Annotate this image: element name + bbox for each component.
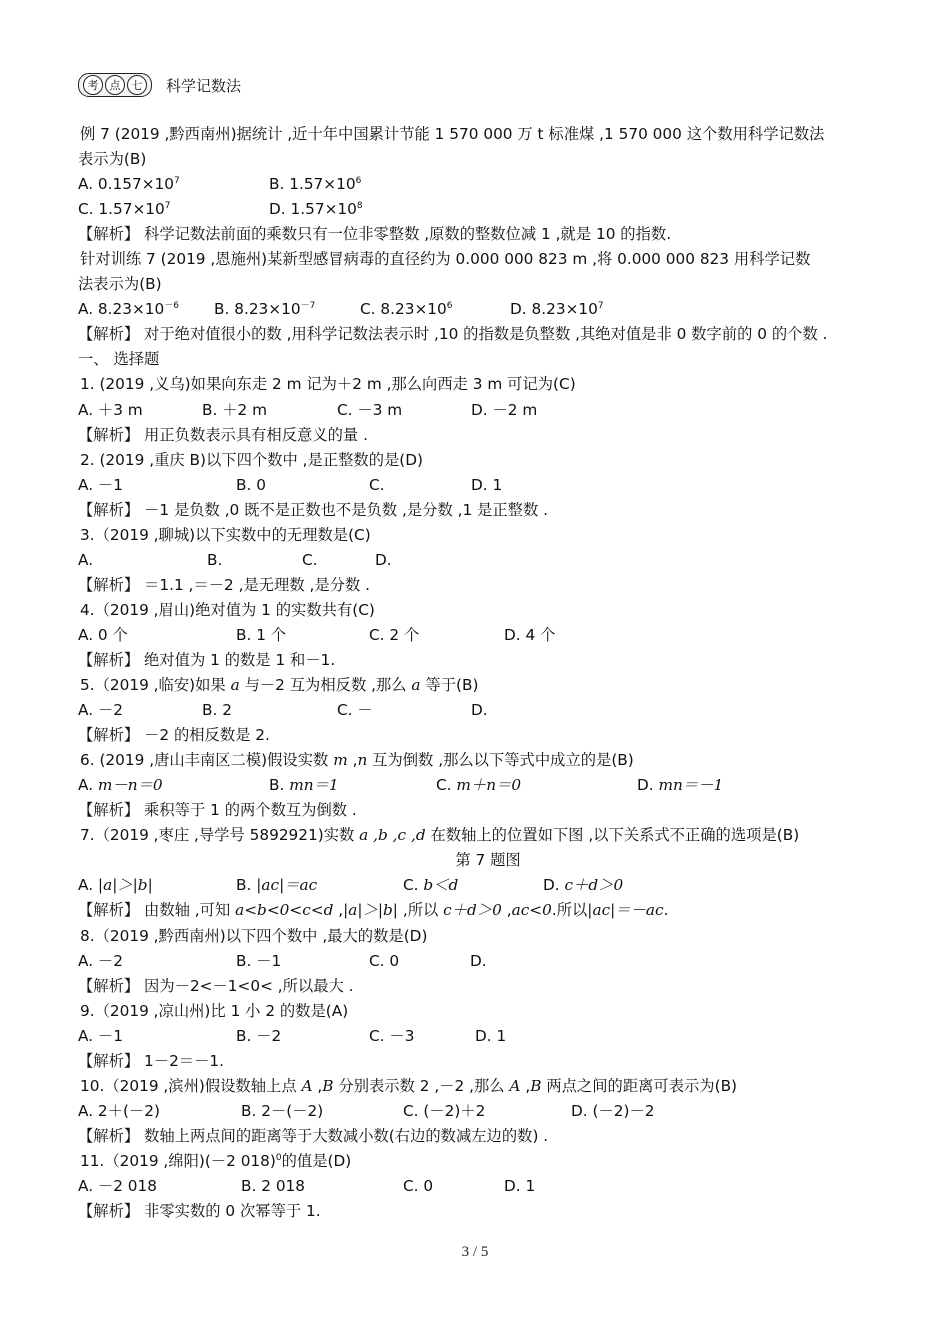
text: 分别表示数 2 ,－2 ,那么 [333, 1076, 510, 1095]
training-question-cont [78, 272, 898, 297]
exponent: 7 [174, 176, 180, 187]
exponent: －6 [164, 301, 179, 312]
option-d: D. [375, 550, 392, 569]
text: B. [236, 876, 257, 895]
option-d: D. －2 m [471, 400, 538, 419]
text: 等于(B) [420, 676, 479, 695]
question-7 [78, 823, 898, 848]
option-c [436, 773, 637, 798]
badge-char: 考 [83, 75, 103, 95]
option-a [78, 172, 269, 197]
option-d [269, 197, 363, 222]
question-1 [78, 372, 898, 397]
option-d: D. (－2)－2 [571, 1101, 655, 1120]
option-d: D. [470, 951, 487, 970]
option-c: C. (－2)＋2 [403, 1101, 486, 1120]
option-d [543, 873, 623, 898]
option-b: B. 2 018 [241, 1176, 306, 1195]
text: 5.（2019 ,临安)如果 [80, 676, 231, 695]
text: 两点之间的距离可表示为(B) [541, 1076, 738, 1095]
text: , [312, 1076, 323, 1095]
option-c: C. －3 m [337, 400, 403, 419]
option-b [269, 172, 361, 197]
kaodian-badge [78, 73, 152, 97]
question-6-solution [78, 798, 898, 823]
math-expr: b＜d [423, 876, 459, 895]
question-8-options [78, 949, 898, 974]
math-expr: |a|＞|b| [343, 901, 398, 920]
option-a: A. 2＋(－2) [78, 1101, 160, 1120]
text: A. 8.23×10 [78, 300, 165, 319]
option-c [360, 297, 510, 322]
text: 7.（2019 ,枣庄 ,导学号 5892921)实数 [80, 826, 360, 845]
math-expr: |ac|＝－ac [587, 901, 664, 920]
option-d: D. 4 个 [504, 625, 556, 644]
text: 法表示为(B) [78, 275, 162, 294]
question-8-solution [78, 974, 898, 999]
text: 9.（2019 ,凉山州)比 1 小 2 的数是(A) [80, 1001, 349, 1020]
text: 3.（2019 ,聊城)以下实数中的无理数是(C) [80, 525, 371, 544]
text: 【解析】 因为－2<－1<0< ,所以最大 . [78, 976, 354, 995]
text: 互为倒数 ,那么以下等式中成立的是(B) [367, 751, 634, 770]
badge-char: 七 [127, 75, 147, 95]
text: .所以 [551, 901, 588, 920]
math-expr: mn＝－1 [658, 776, 724, 795]
text: , [520, 1076, 531, 1095]
figure-caption [78, 848, 898, 873]
exponent: 6 [446, 301, 453, 312]
math-var: a [230, 676, 240, 695]
text: 【解析】 用正负数表示具有相反意义的量 . [78, 425, 368, 444]
math-expr: |a|＞|b| [97, 876, 153, 895]
math-var: a ,b ,c ,d [359, 826, 426, 845]
example-solution [78, 222, 898, 247]
badge-char: 点 [105, 75, 125, 95]
option-b: B. 1 个 [236, 625, 287, 644]
option-a: A. －1 [78, 1026, 123, 1045]
text: A. [78, 776, 98, 795]
text: 【解析】 ＝1.1 ,＝－2 ,是无理数 ,是分数 . [78, 575, 370, 594]
question-2-solution [78, 498, 898, 523]
text: 10.（2019 ,滨州)假设数轴上点 [80, 1076, 302, 1095]
training-options [78, 297, 898, 322]
option-d: D. 1 [475, 1026, 507, 1045]
option-c [78, 197, 269, 222]
section-heading [78, 347, 898, 372]
text: D. [637, 776, 659, 795]
option-b: B. 0 [236, 475, 266, 494]
question-7-solution [78, 898, 898, 923]
math-expr: c＋d＞0 [443, 901, 502, 920]
option-b: B. －2 [236, 1026, 282, 1045]
option-a [78, 773, 269, 798]
option-c: C. 0 [403, 1176, 434, 1195]
section-title: 科学记数法 [166, 76, 242, 95]
text: C. 1.57×10 [78, 200, 165, 219]
question-7-options [78, 873, 898, 898]
question-3 [78, 523, 898, 548]
math-expr: mn＝1 [289, 776, 339, 795]
text: B. [269, 776, 290, 795]
option-a: A. －2 [78, 701, 123, 720]
math-var: n [357, 751, 368, 770]
exponent: －7 [300, 301, 316, 312]
text: 【解析】 －1 是负数 ,0 既不是正数也不是负数 ,是分数 ,1 是正整数 . [78, 500, 548, 519]
text: C. [436, 776, 457, 795]
example-question [78, 122, 898, 147]
text: 1. (2019 ,义乌)如果向东走 2 m 记为＋2 m ,那么向西走 3 m 可记为(C) [80, 375, 576, 394]
option-c: C. － [337, 701, 373, 720]
text: 【解析】 乘积等于 1 的两个数互为倒数 . [78, 801, 357, 820]
option-c: C. [369, 475, 385, 494]
text: 2. (2019 ,重庆 B)以下四个数中 ,是正整数的是(D) [80, 450, 424, 469]
math-var: A [301, 1076, 313, 1095]
option-a: A. －1 [78, 475, 123, 494]
exponent: 0 [275, 1152, 282, 1163]
text: 【解析】 由数轴 ,可知 [78, 901, 236, 920]
option-b: B. ＋2 m [202, 400, 268, 419]
question-11-solution [78, 1199, 898, 1224]
option-c: C. 0 [369, 951, 400, 970]
example-options-row2 [78, 197, 898, 222]
text: D. 1.57×10 [269, 200, 357, 219]
option-a [78, 297, 214, 322]
option-c: C. 2 个 [369, 625, 420, 644]
question-6-options [78, 773, 898, 798]
text: 4.（2019 ,眉山)绝对值为 1 的实数共有(C) [80, 600, 375, 619]
math-expr: ac<0 [511, 901, 552, 920]
text: . [663, 901, 669, 920]
option-d: D. 1 [504, 1176, 536, 1195]
text: , [333, 901, 344, 920]
text: , [347, 751, 358, 770]
text: 与－2 互为相反数 ,那么 [239, 676, 412, 695]
option-b [236, 873, 403, 898]
option-b: B. 2－(－2) [241, 1101, 324, 1120]
question-3-options [78, 548, 898, 573]
option-d [637, 773, 723, 798]
math-var: B [322, 1076, 334, 1095]
option-d [510, 297, 604, 322]
question-11-options [78, 1174, 898, 1199]
text: 例 7 (2019 ,黔西南州)据统计 ,近十年中国累计节能 1 570 000 万 t 标准煤 ,1 570 000 这个数用科学记数法 [80, 125, 825, 143]
training-question [78, 247, 898, 272]
text: 的值是(D) [281, 1151, 352, 1170]
question-5-options [78, 698, 898, 723]
option-b: B. －1 [236, 951, 282, 970]
option-d: D. [471, 701, 488, 720]
question-5 [78, 673, 898, 698]
question-4 [78, 598, 898, 623]
exponent: 6 [355, 176, 362, 187]
text: D. [543, 876, 565, 895]
math-expr: a<b<0<c<d [235, 901, 334, 920]
text: 针对训练 7 (2019 ,恩施州)某新型感冒病毒的直径约为 0.000 000 823 m ,将 0.000 000 823 用科学记数 [80, 250, 811, 269]
text: 【解析】 绝对值为 1 的数是 1 和－1. [78, 650, 336, 669]
text: A. 0.157×10 [78, 175, 174, 194]
text: D. 8.23×10 [510, 300, 598, 319]
math-expr: |ac|＝ac [256, 876, 318, 895]
option-a: A. －2 [78, 951, 123, 970]
example-question-cont [78, 147, 898, 172]
option-b: B. 2 [202, 701, 232, 720]
text: C. 8.23×10 [360, 300, 447, 319]
question-4-solution [78, 648, 898, 673]
text: B. 1.57×10 [269, 175, 356, 194]
text: 【解析】 1－2＝－1. [78, 1051, 225, 1070]
question-3-solution [78, 573, 898, 598]
question-9-solution [78, 1049, 898, 1074]
math-var: m [333, 751, 348, 770]
text: 【解析】 科学记数法前面的乘数只有一位非零整数 ,原数的整数位减 1 ,就是 10 的指数. [78, 225, 672, 244]
page-number: 3 / 5 [461, 1244, 489, 1260]
question-2-options [78, 473, 898, 498]
math-expr: m＋n＝0 [456, 776, 522, 795]
text: B. 8.23×10 [214, 300, 301, 319]
document-body [78, 122, 898, 1224]
question-2 [78, 448, 898, 473]
question-10 [78, 1074, 898, 1099]
question-11 [78, 1149, 898, 1174]
text: 【解析】 数轴上两点间的距离等于大数减小数(右边的数减左边的数) . [78, 1126, 549, 1145]
text: C. [403, 876, 424, 895]
text: 在数轴上的位置如下图 ,以下关系式不正确的选项是(B) [425, 826, 800, 845]
text: 第 7 题图 [455, 851, 521, 870]
text: 11.（2019 ,绵阳)(－2 018) [80, 1151, 276, 1170]
example-options-row1 [78, 172, 898, 197]
exponent: 8 [356, 201, 363, 212]
exponent: 7 [597, 301, 604, 312]
option-c: C. －3 [369, 1026, 415, 1045]
question-10-options [78, 1099, 898, 1124]
option-c: C. [302, 550, 318, 569]
text: 8.（2019 ,黔西南州)以下四个数中 ,最大的数是(D) [80, 926, 428, 945]
question-5-solution [78, 723, 898, 748]
question-9-options [78, 1024, 898, 1049]
math-expr: m－n＝0 [97, 776, 163, 795]
math-var: B [530, 1076, 542, 1095]
text: 【解析】 对于绝对值很小的数 ,用科学记数法表示时 ,10 的指数是负整数 ,其绝对值是非 0 数字前的 0 的个数 . [78, 325, 828, 344]
math-var: a [411, 676, 421, 695]
question-4-options [78, 623, 898, 648]
text: 【解析】 非零实数的 0 次幂等于 1. [78, 1202, 321, 1221]
math-var: A [509, 1076, 521, 1095]
option-b: B. [207, 550, 223, 569]
text: 6. (2019 ,唐山丰南区二模)假设实数 [80, 751, 334, 770]
option-a: A. ＋3 m [78, 400, 143, 419]
math-expr: c＋d＞0 [564, 876, 624, 895]
option-a: A. －2 018 [78, 1176, 158, 1195]
exponent: 7 [164, 201, 171, 212]
text: 表示为(B) [78, 150, 147, 169]
text: 【解析】 －2 的相反数是 2. [78, 726, 270, 745]
text: , [501, 901, 512, 920]
question-1-options [78, 398, 898, 423]
section-header [78, 72, 241, 98]
option-c [403, 873, 543, 898]
text: A. [78, 876, 98, 895]
option-a: A. 0 个 [78, 625, 128, 644]
question-8 [78, 924, 898, 949]
text: ,所以 [397, 901, 444, 920]
question-10-solution [78, 1124, 898, 1149]
option-b [214, 297, 360, 322]
option-a [78, 873, 236, 898]
question-9 [78, 999, 898, 1024]
question-6 [78, 748, 898, 773]
option-b [269, 773, 436, 798]
training-solution [78, 322, 898, 347]
question-1-solution [78, 423, 898, 448]
option-a: A. [78, 550, 94, 569]
option-d: D. 1 [471, 475, 503, 494]
text: 一、 选择题 [78, 350, 160, 369]
